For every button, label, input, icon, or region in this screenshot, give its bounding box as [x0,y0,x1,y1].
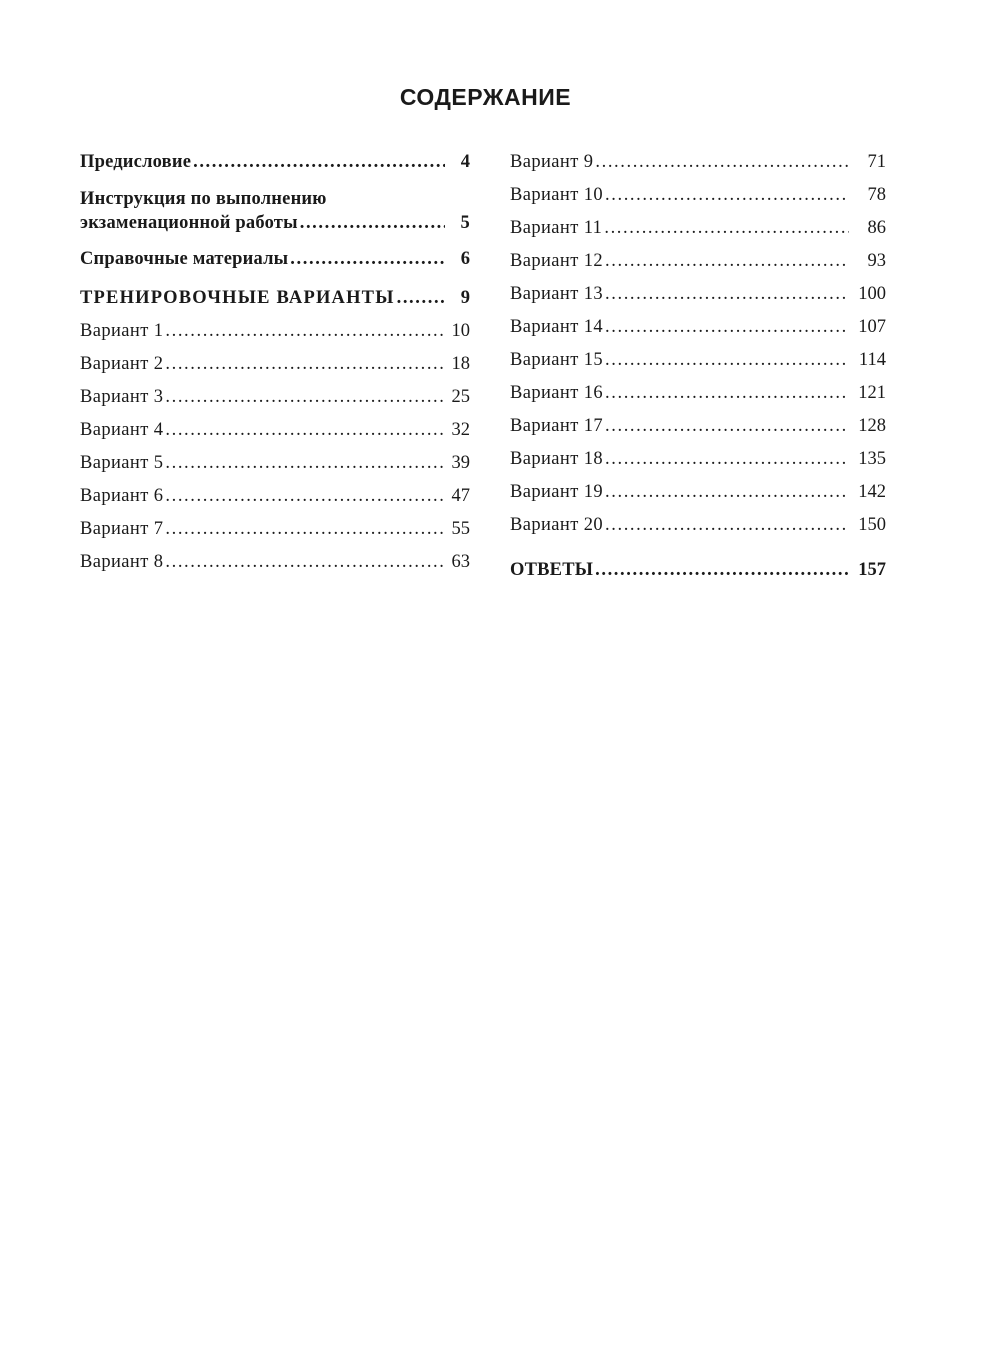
toc-entry-page: 71 [867,152,886,172]
toc-entry-label: Вариант 20 [510,515,604,535]
toc-entry-page: 78 [867,185,886,205]
toc-entry-label: Вариант 2 [80,354,164,374]
toc-entry-page: 32 [451,420,470,440]
dot-leader [605,443,849,476]
toc-entry-label-line1: Инструкция по выполнению [80,189,327,209]
toc-entry-variant[interactable] [510,443,886,476]
toc-entry-reference[interactable] [80,243,470,276]
dot-leader [290,243,445,276]
toc-entry-variant[interactable] [510,179,886,212]
toc-entry-variant[interactable] [80,546,470,579]
toc-entry-variant[interactable] [510,311,886,344]
dot-leader [165,513,445,546]
toc-entry-variant[interactable] [510,212,886,245]
page-title: СОДЕРЖАНИЕ [399,84,572,110]
toc-entry-variant[interactable] [510,245,886,278]
toc-entry-page: 93 [867,251,886,271]
toc-entry-page: 107 [858,317,886,337]
toc-entry-variant[interactable] [510,410,886,443]
toc-entry-page: 100 [858,284,886,304]
dot-leader [605,179,849,212]
toc-entry-page: 150 [858,515,886,535]
toc-entry-label: Вариант 6 [80,486,164,506]
dot-leader [165,414,445,447]
toc-entry-page: 142 [858,482,886,502]
toc-entry-label: Вариант 7 [80,519,164,539]
dot-leader [605,245,849,278]
toc-entry-page: 135 [858,449,886,469]
toc-entry-label: Вариант 19 [510,482,604,502]
dot-leader [193,146,445,179]
toc-entry-page: 9 [460,288,470,308]
toc-entry-label: Предисловие [80,152,192,172]
toc-entry-label: Вариант 17 [510,416,604,436]
toc-entry-label-line2: экзаменационной работы [80,213,298,233]
toc-entry-label: Вариант 16 [510,383,604,403]
toc-entry-label: ОТВЕТЫ [510,560,594,580]
toc-entry-label: Вариант 4 [80,420,164,440]
toc-entry-label: Справочные материалы [80,249,289,269]
toc-entry-variant[interactable] [510,344,886,377]
toc-entry-label: Вариант 8 [80,552,164,572]
toc-entry-label: Вариант 12 [510,251,604,271]
toc-entry-page: 157 [858,560,886,580]
toc-entry-label: ТРЕНИРОВОЧНЫЕ ВАРИАНТЫ [80,288,395,308]
toc-entry-variant[interactable] [80,414,470,447]
toc-entry-page: 6 [460,249,470,269]
toc-entry-label: Вариант 15 [510,350,604,370]
toc-entry-page: 128 [858,416,886,436]
toc-entry-label: Вариант 13 [510,284,604,304]
dot-leader [604,212,849,245]
toc-entry-page: 18 [451,354,470,374]
toc-entry-label: Вариант 9 [510,152,594,172]
dot-leader [605,377,849,410]
toc-entry-variant[interactable] [510,278,886,311]
dot-leader [605,344,849,377]
toc-entry-answers[interactable] [510,554,886,587]
toc-entry-label: Вариант 1 [80,321,164,341]
toc-entry-page: 5 [460,213,470,233]
toc-entry-variant[interactable] [80,348,470,381]
dot-leader [300,211,445,235]
dot-leader [605,509,849,542]
toc-entry-label: Вариант 14 [510,317,604,337]
dot-leader [165,480,445,513]
toc-entry-label: Вариант 3 [80,387,164,407]
toc-entry-page: 39 [451,453,470,473]
toc-right-column [510,146,886,587]
toc-entry-variant[interactable] [510,476,886,509]
toc-entry-page: 121 [858,383,886,403]
dot-leader [605,476,849,509]
dot-leader [605,311,849,344]
toc-entry-page: 10 [451,321,470,341]
toc-entry-variant[interactable] [80,447,470,480]
toc-entry-variant[interactable] [80,513,470,546]
toc-left-column [80,146,470,579]
toc-entry-instruction[interactable] [80,187,470,235]
toc-entry-preface[interactable] [80,146,470,179]
dot-leader [595,146,849,179]
toc-entry-variant[interactable] [510,146,886,179]
toc-entry-page: 4 [460,152,470,172]
toc-entry-variant[interactable] [510,509,886,542]
toc-entry-variant[interactable] [80,381,470,414]
dot-leader [605,410,849,443]
dot-leader [165,381,445,414]
dot-leader [595,554,849,587]
toc-entry-page: 25 [451,387,470,407]
toc-entry-label: Вариант 5 [80,453,164,473]
dot-leader [605,278,849,311]
toc-entry-page: 114 [858,350,886,370]
dot-leader [397,282,445,315]
toc-entry-label: Вариант 18 [510,449,604,469]
dot-leader [165,546,445,579]
dot-leader [165,348,445,381]
toc-entry-page: 63 [451,552,470,572]
toc-entry-page: 47 [451,486,470,506]
dot-leader [165,315,445,348]
dot-leader [165,447,445,480]
toc-entry-label: Вариант 10 [510,185,604,205]
toc-entry-training[interactable] [80,282,470,315]
toc-entry-page: 55 [451,519,470,539]
toc-entry-variant[interactable] [510,377,886,410]
toc-entry-label: Вариант 11 [510,218,603,238]
toc-entry-variant[interactable] [80,480,470,513]
toc-entry-page: 86 [867,218,886,238]
toc-entry-variant[interactable] [80,315,470,348]
